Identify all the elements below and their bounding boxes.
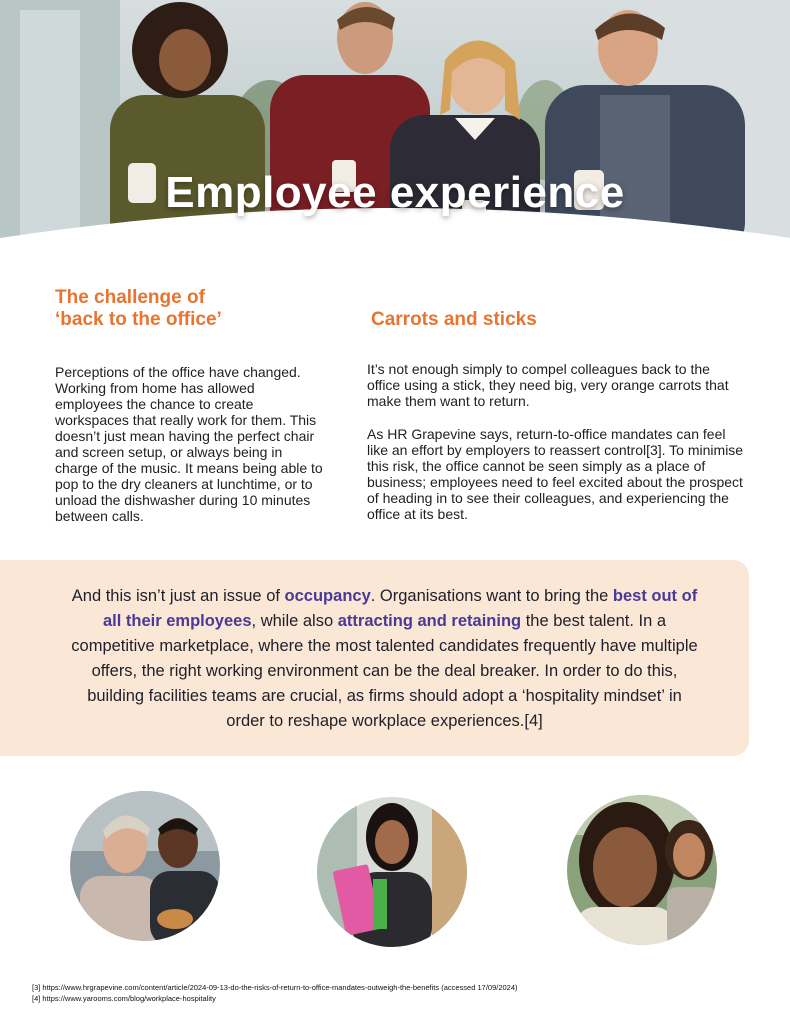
callout-highlight-occupancy: occupancy: [284, 587, 371, 605]
challenge-heading-line2: ‘back to the office’: [55, 309, 222, 330]
callout-text-3: , while also: [251, 612, 338, 630]
photo-two-women-laughing: [567, 795, 717, 945]
callout-text: [70, 584, 699, 734]
hero-photo: [0, 0, 790, 262]
footnote-3: [3] https://www.hrgrapevine.com/content/article/2024-09-13-do-the-risks-of-return-to-office-mandates-outweigh-the-benefits (accessed 17/09/2024): [32, 983, 518, 992]
photo-two-men-laughing: [70, 791, 220, 941]
callout-highlight-attracting: attracting and retaining: [337, 612, 522, 630]
footnotes: [32, 982, 772, 1004]
challenge-body: Perceptions of the office have changed. Working from home has allowed employees the chance to create workspaces that really work for them. This doesn’t just mean having the perfect chair and screen setup, or always being in charge of the music. It means being able to pop to the dry cleaners at lunchtime, or to unload the dishwasher during 10 minutes between calls.: [55, 364, 323, 524]
challenge-heading: [55, 287, 325, 331]
callout-text-4: the best talent. In a competitive marketplace, where the most talented candidates frequently have multiple offers, the right working environment can be the deal breaker. In order to do this, building facilities teams are crucial, as firms should adopt a ‘hospitality mindset’ in order to reshape workplace experiences.[4]: [71, 612, 698, 730]
carrots-heading: Carrots and sticks: [371, 309, 537, 330]
challenge-heading-line1: The challenge of: [55, 287, 205, 308]
callout-highlight-best-out: best out of all their employees: [102, 587, 698, 630]
footnote-4: [4] https://www.yarooms.com/blog/workplace-hospitality: [32, 994, 216, 1003]
challenge-section: [55, 287, 325, 524]
callout-box: [0, 560, 749, 756]
hero-banner: [0, 0, 790, 262]
photo-woman-with-folder: [317, 797, 467, 947]
carrots-paragraph-2: As HR Grapevine says, return-to-office mandates can feel like an effort by employers to reassert control[3]. To minimise this risk, the office cannot be seen simply as a place of business; employees need to feel excited about the prospect of heading in to see their colleagues, and experiencing the office at its best.: [367, 426, 744, 522]
page-title: Employee experience: [165, 168, 625, 217]
callout-text-2: . Organisations want to bring the: [370, 587, 613, 605]
callout-text-1: And this isn’t just an issue of: [71, 587, 285, 605]
carrots-section: [367, 309, 747, 522]
carrots-paragraph-1: It’s not enough simply to compel colleagues back to the office using a stick, they need big, very orange carrots that make them want to return.: [367, 361, 729, 409]
